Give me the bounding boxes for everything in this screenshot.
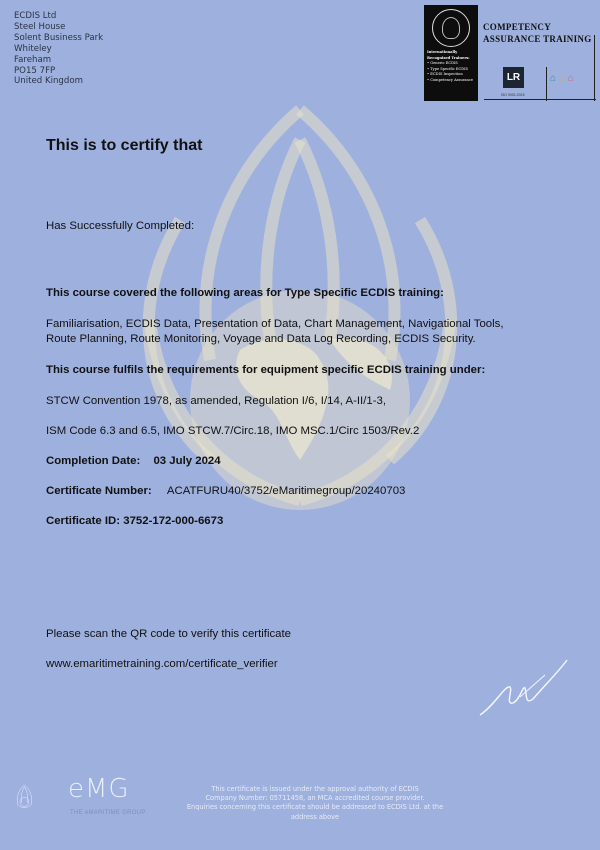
certificate-id (46, 515, 223, 527)
iso-caption: ISO 9001:2015 (501, 93, 525, 97)
badge-title: COMPETENCY ASSURANCE TRAINING (483, 22, 592, 44)
address-line: Fareham (14, 54, 52, 65)
footer-line: Enquiries concerning this certificate should be addressed to ECDIS Ltd. at the (186, 803, 444, 812)
footer-line: address above (290, 812, 340, 821)
ecdis-seal-icon (432, 9, 470, 47)
house-icon: ⌂ (558, 73, 565, 84)
completion-date-value: 03 July 2024 (153, 455, 221, 467)
certification-icons (550, 73, 574, 84)
scan-instructions: Please scan the QR code to verify this certificate (46, 628, 292, 640)
trainer-list-item: • ECDIS Inspection (427, 72, 463, 77)
lloyds-register-logo: LR (503, 67, 524, 88)
footer-line: Company Number: 05711458, an MCA accredited course provider. (205, 794, 425, 803)
accreditation-panel (424, 5, 478, 101)
requirements-text-line: ISM Code 6.3 and 6.5, IMO STCW.7/Circ.18, IMO MSC.1/Circ 1503/Rev.2 (46, 425, 420, 437)
completion-date (46, 455, 221, 467)
sender-address (14, 11, 103, 87)
completion-date-label: Completion Date: (46, 455, 141, 467)
certificate-number-value: ACATFURU40/3752/eMaritimegroup/20240703 (166, 485, 406, 497)
certificate-number (46, 485, 405, 497)
accreditation-badge (424, 5, 596, 101)
footer-notice (170, 785, 460, 822)
footer-line: This certificate is issued under the approval authority of ECDIS (211, 785, 419, 793)
trainer-list-item: • Type Specific ECDIS (427, 66, 469, 71)
house-icon: ⌂ (550, 73, 557, 84)
completed-label: Has Successfully Completed: (46, 220, 195, 232)
address-line: Solent Business Park (14, 32, 104, 43)
signature (475, 655, 575, 720)
verify-link[interactable]: www.emaritimetraining.com/certificate_verifier (46, 658, 278, 670)
certify-heading: This is to certify that (46, 137, 203, 154)
areas-heading: This course covered the following areas for Type Specific ECDIS training: (46, 287, 444, 299)
trainer-list-item: • Competency Assurance (427, 77, 473, 82)
emg-logo-subtitle: THE eMARITIME GROUP (70, 810, 146, 816)
address-line: PO15 7FP (14, 65, 56, 76)
trainer-list-item: • Generic ECDIS (427, 61, 458, 66)
emg-logo-text: eMG (68, 774, 130, 804)
requirements-heading: This course fulfils the requirements for equipment specific ECDIS training under: (46, 364, 486, 376)
emg-logo-icon (14, 762, 70, 832)
house-icon: ⌂ (567, 73, 574, 84)
certificate-number-label: Certificate Number: (46, 485, 152, 497)
certificate-id-value: 3752-172-000-6673 (123, 515, 224, 527)
trainer-list-heading: Internationally Recognised Trainers: (427, 50, 470, 60)
address-line: Steel House (14, 21, 66, 32)
areas-text-line: Familiarisation, ECDIS Data, Presentation of Data, Chart Management, Navigational Tools, (46, 318, 504, 330)
certificate-id-label: Certificate ID: (46, 515, 121, 527)
address-line: United Kingdom (14, 76, 83, 87)
address-line: Whiteley (14, 43, 52, 54)
requirements-text-line: STCW Convention 1978, as amended, Regulation I/6, I/14, A-II/1-3, (46, 395, 387, 407)
areas-text-line: Route Planning, Route Monitoring, Voyage and Data Log Recording, ECDIS Security. (46, 333, 476, 345)
address-line: ECDIS Ltd (14, 11, 57, 21)
